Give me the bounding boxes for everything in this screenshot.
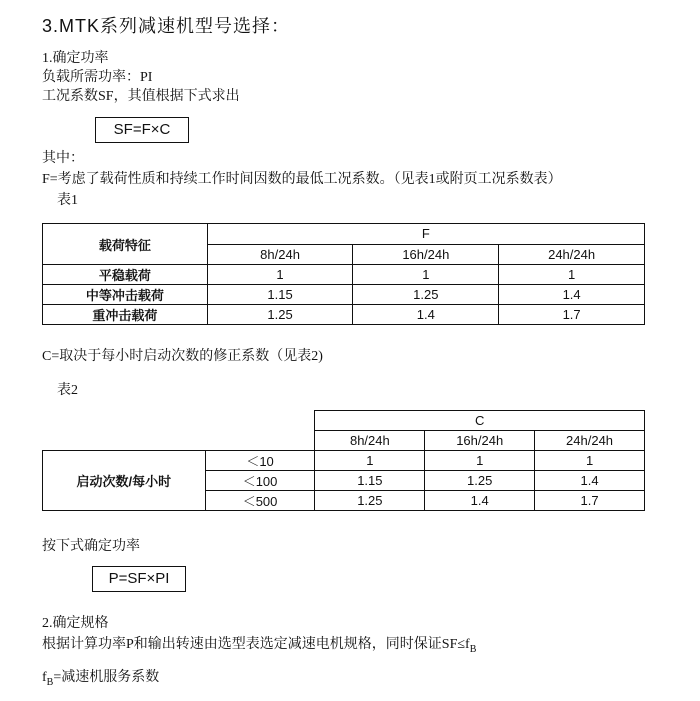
- table1-corner: 载荷特征: [43, 224, 208, 265]
- table2-cell: 1.25: [425, 471, 535, 491]
- table1-cell: 1.25: [207, 305, 353, 325]
- table1-row-label: 中等冲击载荷: [43, 285, 208, 305]
- f-description: F=考虑了载荷性质和持续工作时间因数的最低工况系数。（见表1或附页工况系数表）: [42, 172, 562, 187]
- table1-cell: 1.15: [207, 285, 353, 305]
- power-formula-box: P=SF×PI: [92, 566, 186, 592]
- table2-col-header: 8h/24h: [315, 431, 425, 451]
- table2-label: 表2: [57, 383, 78, 398]
- fb-description: =减速机服务系数: [53, 670, 160, 685]
- step1-heading: 1.确定功率: [42, 51, 109, 66]
- table1-cell: 1.7: [499, 305, 645, 325]
- sf-intro-text: 工况系数SF，其值根据下式求出: [42, 89, 240, 104]
- table2-cell: 1: [535, 451, 645, 471]
- table1-row-label: 平稳载荷: [43, 265, 208, 285]
- table1-col-header: 16h/24h: [353, 244, 499, 265]
- table1-cell: 1.4: [353, 305, 499, 325]
- table2-blank-corner: [43, 431, 315, 451]
- step2-description-text: 根据计算功率P和输出转速由选型表选定减速电机规格，同时保证SF≤f: [42, 637, 470, 652]
- sf-formula-box: SF=F×C: [95, 117, 189, 143]
- table2-row-group-label: 启动次数/每小时: [43, 451, 206, 511]
- table2-cell: 1.15: [315, 471, 425, 491]
- table2-cell: 1.4: [535, 471, 645, 491]
- table1-col-header: 24h/24h: [499, 244, 645, 265]
- table1-row-label: 重冲击载荷: [43, 305, 208, 325]
- section-title: 3.MTK系列减速机型号选择：: [42, 16, 291, 36]
- step2-description-subscript: B: [469, 644, 477, 655]
- table2-cell: 1: [315, 451, 425, 471]
- table1-cell: 1: [499, 265, 645, 285]
- table2-cell: 1.25: [315, 491, 425, 511]
- table2-cell: 1.4: [425, 491, 535, 511]
- table-row: [43, 451, 645, 471]
- table1-load-factor: [42, 223, 645, 325]
- step2-heading: 2.确定规格: [42, 616, 109, 631]
- fb-definition: [42, 666, 159, 688]
- table1-cell: 1: [353, 265, 499, 285]
- power-formula-intro: 按下式确定功率: [42, 539, 140, 554]
- table-row: [43, 305, 645, 325]
- load-power-text: 负载所需功率：PI: [42, 70, 153, 85]
- step2-description: [42, 633, 476, 655]
- table1-cell: 1.4: [499, 285, 645, 305]
- fb-subscript: B: [46, 677, 54, 688]
- table-row: [43, 265, 645, 285]
- table1-label: 表1: [57, 193, 78, 208]
- fb-symbol: f: [42, 670, 47, 685]
- table2-cell: 1: [425, 451, 535, 471]
- table2-row-label: ＜100: [205, 471, 315, 491]
- table1-cell: 1.25: [353, 285, 499, 305]
- table2-start-factor: [42, 410, 645, 511]
- table2-row-label: ＜10: [205, 451, 315, 471]
- table1-cell: 1: [207, 265, 353, 285]
- table1-col-header: 8h/24h: [207, 244, 353, 265]
- table-row: [43, 285, 645, 305]
- table2-cell: 1.7: [535, 491, 645, 511]
- table2-col-header: 24h/24h: [535, 431, 645, 451]
- table2-col-header: 16h/24h: [425, 431, 535, 451]
- table2-row-label: ＜500: [205, 491, 315, 511]
- table2-group-header: C: [315, 411, 645, 431]
- where-text: 其中：: [42, 151, 84, 166]
- c-description: C=取决于每小时启动次数的修正系数（见表2): [42, 349, 323, 364]
- table2-blank-corner: [43, 411, 315, 431]
- table1-group-header: F: [207, 224, 644, 245]
